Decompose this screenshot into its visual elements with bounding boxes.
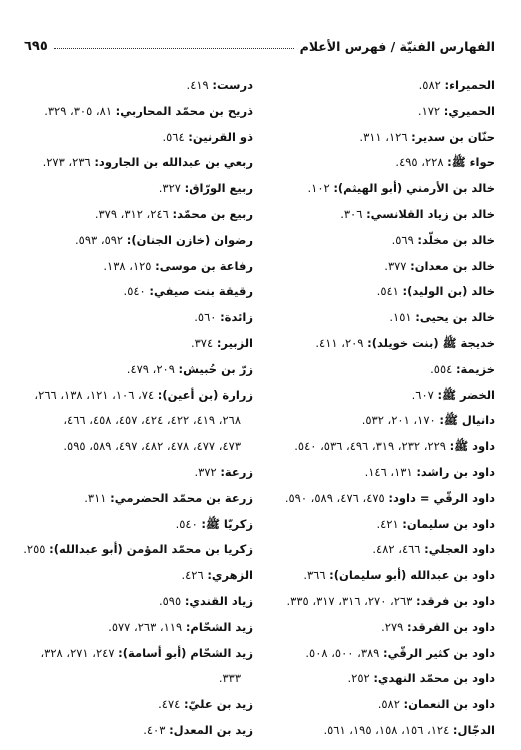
entry-pages: ٣١١. xyxy=(84,490,111,505)
entry-name: ربعي بن عبدالله بن الجارود: xyxy=(94,155,253,170)
index-entry xyxy=(21,408,253,434)
entry-name: زائدة: xyxy=(220,310,253,325)
entry-name: زيد بن عليّ: xyxy=(183,697,253,712)
entry-pages: ٤٠٣. xyxy=(143,722,170,737)
index-entry xyxy=(263,254,495,280)
entry-name: زكريّا ﷺ: xyxy=(201,516,253,531)
index-entry xyxy=(263,537,495,563)
index-entry xyxy=(263,641,495,667)
entry-name: ذريح بن محمّد المحاربي: xyxy=(115,103,253,118)
leader-dots xyxy=(54,47,294,49)
entry-name: زرارة (بن أعين): xyxy=(157,387,253,402)
entry-name: داود بن كثير الرقّي: xyxy=(383,645,495,660)
entry-pages: ٢٠٩، ٤١١. xyxy=(315,335,368,350)
entry-name: الزهري: xyxy=(207,568,253,583)
index-entry xyxy=(263,383,495,409)
entry-name: داود بن عبدالله (أبو سليمان): xyxy=(329,568,495,583)
index-entry xyxy=(21,692,253,718)
entry-name: خزيمة: xyxy=(455,361,495,376)
index-entry xyxy=(263,589,495,615)
index-entry xyxy=(263,73,495,99)
index-entry xyxy=(263,150,495,176)
entry-name: خالد بن الأرمني (أبو الهيثم): xyxy=(333,181,495,196)
entry-pages: ١٧٢. xyxy=(417,103,444,118)
index-entry xyxy=(263,615,495,641)
entry-name: رقيقة بنت صيفي: xyxy=(149,284,253,299)
entry-name: داود بن فرقد: xyxy=(415,593,495,608)
index-entry xyxy=(21,718,253,744)
entry-name: داود العجلي: xyxy=(424,542,495,557)
entry-name: ربيع بن محمّد: xyxy=(172,206,253,221)
entry-pages: ٤٧٤. xyxy=(158,697,184,712)
entry-pages: ٣٢٧. xyxy=(158,181,185,196)
entry-pages: ٥٤٠. xyxy=(175,516,202,531)
entry-pages: ٤٧٥، ٤٧٦، ٥٨٩، ٥٩٠. xyxy=(284,490,389,505)
index-entry xyxy=(263,408,495,434)
index-entry xyxy=(21,73,253,99)
entry-pages: ٤٧٣، ٤٧٧، ٤٧٨، ٤٨٢، ٤٩٧، ٥٨٩، ٥٩٥. xyxy=(63,439,241,454)
entry-pages: ٥٥٤. xyxy=(430,361,456,376)
entry-name: زرعة: xyxy=(220,464,253,479)
index-entry xyxy=(21,615,253,641)
entry-pages: ٥٦٩. xyxy=(391,232,418,247)
page-header xyxy=(24,30,495,54)
index-column-right xyxy=(263,73,495,744)
entry-name: زيد بن المعدل: xyxy=(169,722,253,737)
index-entry xyxy=(21,331,253,357)
entry-name: زرعة بن محمّد الحضرمي: xyxy=(110,490,253,505)
index-entry xyxy=(263,434,495,460)
index-entry xyxy=(263,305,495,331)
index-entry xyxy=(263,357,495,383)
index-entry xyxy=(21,176,253,202)
entry-name: الدجّال: xyxy=(452,722,495,737)
index-entry xyxy=(263,563,495,589)
entry-name: زرّ بن حُبيش: xyxy=(178,361,253,376)
entry-name: درست: xyxy=(212,78,253,92)
index-entry xyxy=(263,99,495,125)
index-entry xyxy=(21,486,253,512)
index-entry xyxy=(263,666,495,692)
entry-name: داود بن راشد: xyxy=(416,464,495,479)
entry-pages: ٤٢٦. xyxy=(181,568,208,583)
index-entry xyxy=(21,383,253,409)
entry-pages: ٥٩٥. xyxy=(158,593,185,608)
entry-pages: ١٠٢. xyxy=(307,181,334,196)
index-entry xyxy=(263,486,495,512)
entry-pages: ١٢٤، ١٥٦، ١٥٨، ١٩٥، ٥٦١. xyxy=(323,722,453,737)
entry-pages: ٢٦٣، ٢٧٠، ٣١٦، ٣١٧، ٣٣٥. xyxy=(286,593,416,608)
index-entry xyxy=(263,718,495,744)
entry-name: زيد الشحّام: xyxy=(185,619,253,634)
entry-name: خالد (بن الوليد): xyxy=(402,284,495,299)
running-title: الفهارس الفنيّة / فهرس الأعلام xyxy=(299,39,495,54)
entry-pages: ٧٤، ١٠٦، ١٢١، ١٣٨، ٢٦٦، xyxy=(34,387,158,402)
page-number: ٦٩٥ xyxy=(24,39,48,54)
entry-name: داود ﷺ: xyxy=(449,439,495,454)
entry-name: خالد بن زياد القلانسي: xyxy=(366,206,495,221)
entry-name: الحميري: xyxy=(443,103,495,118)
entry-name: خالد بن معدان: xyxy=(410,258,495,273)
entry-pages: ١٥١. xyxy=(389,310,416,325)
index-entry xyxy=(263,512,495,538)
entry-name: زياد القندي: xyxy=(184,593,253,608)
index-entry xyxy=(21,460,253,486)
entry-pages: ٢٦٨، ٤١٩، ٤٢٢، ٤٢٤، ٤٥٧، ٤٥٨، ٤٦٦، xyxy=(63,413,241,428)
entry-pages: ٣٧٤. xyxy=(190,335,217,350)
entry-pages: ٦٠٧. xyxy=(411,387,438,402)
entry-pages: ١٣١، ١٤٦. xyxy=(364,464,417,479)
entry-name: زيد الشحّام (أبو أسامة): xyxy=(118,645,253,660)
entry-name: الخضر ﷺ: xyxy=(437,387,495,402)
index-entry xyxy=(21,305,253,331)
entry-pages: ٢٤٦، ٣١٢، ٣٧٩. xyxy=(94,206,173,221)
entry-name: ذو القرنين: xyxy=(188,129,253,144)
index-entry xyxy=(21,125,253,151)
index-entry xyxy=(263,202,495,228)
entry-pages: ٥٩٢، ٥٩٣. xyxy=(75,232,127,247)
entry-name: رفاعة بن موسى: xyxy=(155,258,253,273)
entry-pages: ٢٥٢. xyxy=(347,671,374,686)
index-entry xyxy=(21,434,253,460)
entry-pages: ٣٠٦. xyxy=(340,206,367,221)
index-entry xyxy=(21,563,253,589)
entry-pages: ٢٢٨، ٤٩٥. xyxy=(395,155,448,170)
index-entry xyxy=(21,99,253,125)
index-entry xyxy=(21,512,253,538)
entry-pages: ٤٦٦، ٤٨٢. xyxy=(372,542,425,557)
entry-pages: ٢٢٩، ٢٣٢، ٣١٩، ٤٩٦، ٥٣٦، ٥٤٠. xyxy=(294,439,450,454)
entry-pages: ٣٣٣. xyxy=(218,671,241,686)
entry-name: داود بن الفرقد: xyxy=(406,619,495,634)
entry-pages: ٢٠٩، ٤٧٩. xyxy=(126,361,179,376)
entry-name: داود الرقّي = داود: xyxy=(388,490,495,505)
entry-name: الحميراء: xyxy=(444,78,495,92)
index-entry xyxy=(21,666,253,692)
index-entry xyxy=(263,125,495,151)
index-entry xyxy=(21,589,253,615)
entry-pages: ٥٤١. xyxy=(376,284,403,299)
index-column-left xyxy=(21,73,253,744)
index-entry xyxy=(21,228,253,254)
entry-name: حنّان بن سدير: xyxy=(411,129,495,144)
index-entry xyxy=(263,228,495,254)
entry-pages: ٣٧٢. xyxy=(194,464,221,479)
index-entry xyxy=(263,279,495,305)
index-entry xyxy=(263,460,495,486)
entry-pages: ٢٤٧، ٢٧١، ٣٢٨، xyxy=(40,645,119,660)
index-entry xyxy=(21,279,253,305)
entry-pages: ١١٩، ٢٦٣، ٥٧٧. xyxy=(108,619,186,634)
index-entry xyxy=(21,202,253,228)
entry-pages: ٥٨٢. xyxy=(418,78,445,92)
entry-pages: ٤٢١. xyxy=(376,516,403,531)
entry-name: خديجة ﷺ (بنت خويلد): xyxy=(367,335,495,350)
entry-pages: ٥٦٠. xyxy=(194,310,221,325)
entry-pages: ٤١٩. xyxy=(186,78,213,92)
entry-pages: ١٢٦، ٣١١. xyxy=(359,129,412,144)
entry-pages: ٣٨٩، ٥٠٠، ٥٠٨. xyxy=(305,645,384,660)
entry-name: داود بن محمّد النهدي: xyxy=(373,671,495,686)
index-entry xyxy=(21,254,253,280)
entry-name: دانيال ﷺ: xyxy=(439,413,495,428)
entry-name: ربيع الورّاق: xyxy=(184,181,253,196)
index-entry xyxy=(21,537,253,563)
entry-name: داود بن سليمان: xyxy=(402,516,495,531)
entry-pages: ١٢٥، ١٣٨. xyxy=(103,258,156,273)
entry-pages: ٢٣٦، ٢٧٣. xyxy=(42,155,95,170)
index-entry xyxy=(263,331,495,357)
entry-pages: ٣٧٧. xyxy=(384,258,411,273)
entry-pages: ٢٧٩. xyxy=(381,619,407,634)
index-entry xyxy=(21,150,253,176)
index-entry xyxy=(21,641,253,667)
entry-pages: ٨١، ٣٠٥، ٣٢٩. xyxy=(44,103,116,118)
entry-name: حواء ﷺ: xyxy=(447,155,495,170)
entry-name: الزبير: xyxy=(216,335,253,350)
entry-pages: ٢٥٥. xyxy=(23,542,50,557)
entry-pages: ٣٦٦. xyxy=(303,568,330,583)
index-entry xyxy=(263,176,495,202)
entry-name: زكريا بن محمّد المؤمن (أبو عبدالله): xyxy=(49,542,253,557)
entry-pages: ٥٤٠. xyxy=(123,284,150,299)
entry-pages: ٥٦٤. xyxy=(162,129,189,144)
entry-name: داود بن النعمان: xyxy=(403,697,495,712)
entry-name: رضوان (خازن الجنان): xyxy=(126,232,253,247)
entry-name: خالد بن يحيى: xyxy=(415,310,495,325)
index-entry xyxy=(263,692,495,718)
entry-name: خالد بن مخلّد: xyxy=(417,232,495,247)
entry-pages: ١٧٠، ٢٠١، ٥٣٢. xyxy=(361,413,440,428)
entry-pages: ٥٨٢. xyxy=(377,697,404,712)
index-entry xyxy=(21,357,253,383)
